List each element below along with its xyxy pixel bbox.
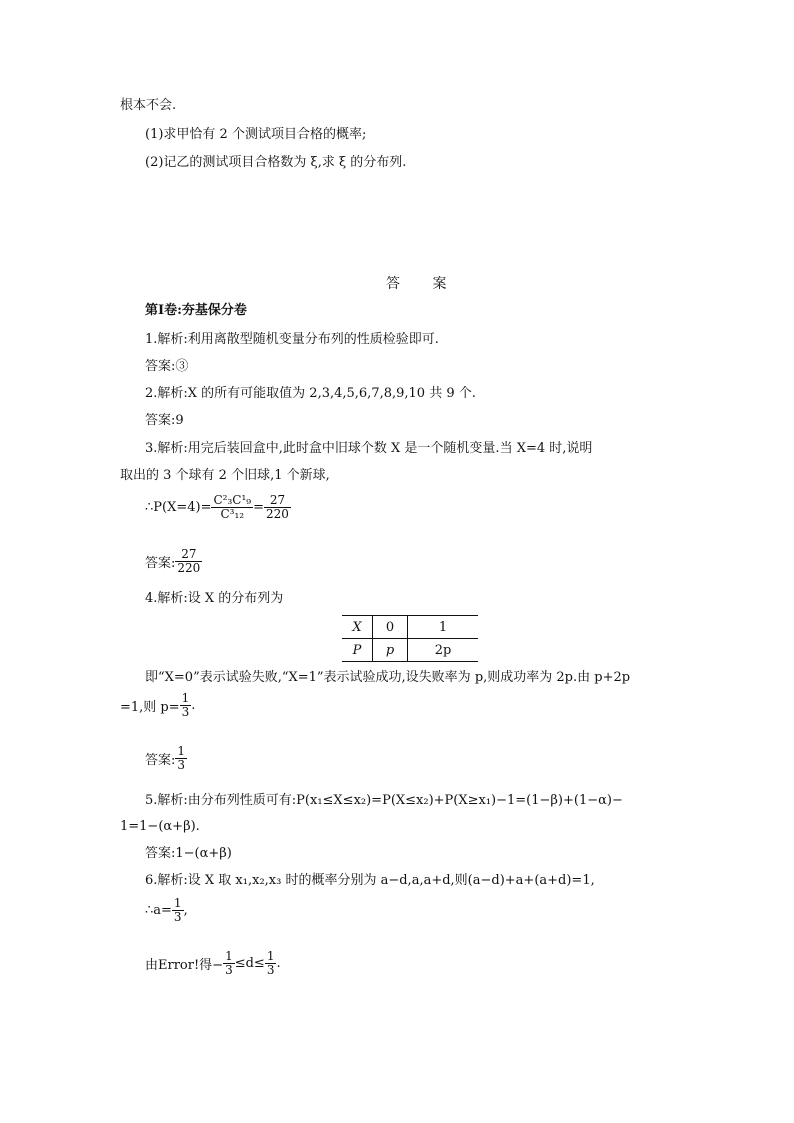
answer-3-result-fraction <box>175 548 202 575</box>
answer-3-probability <box>145 494 291 521</box>
fraction-denominator: 3 <box>266 963 275 977</box>
answer-2-analysis: 2.解析:X 的所有可能取值为 2,3,4,5,6,7,8,9,10 共 9 个. <box>145 386 476 401</box>
question-item-2: (2)记乙的测试项目合格数为 ξ,求 ξ 的分布列. <box>145 155 407 170</box>
answer-6-line3-middle: ≤d≤ <box>234 956 265 971</box>
fraction-numerator: 27 <box>175 548 202 562</box>
answer-1-analysis: 1.解析:利用离散型随机变量分布列的性质检验即可. <box>145 332 439 347</box>
table-cell: 0 <box>373 616 408 639</box>
answer-4-line3-prefix: =1,则 p= <box>120 700 180 715</box>
answer-4-analysis-line-3 <box>120 692 195 719</box>
answer-6-analysis-line-3 <box>145 950 281 977</box>
fraction-denominator: 3 <box>173 910 182 924</box>
fraction-numerator: C²₃C¹₉ <box>213 493 252 507</box>
fraction-numerator: 1 <box>177 744 186 758</box>
answer-3-fraction-result <box>264 494 291 521</box>
fraction-numerator: 1 <box>181 691 190 705</box>
distribution-table <box>342 615 478 662</box>
answer-3-analysis-line-2: 取出的 3 个球有 2 个旧球,1 个新球, <box>120 468 330 483</box>
answer-5-analysis-line-1: 5.解析:由分布列性质可有:P(x₁≤X≤x₂)=P(X≤x₂)+P(X≥x₁)−1=(1−β)+(1−α)− <box>145 793 623 808</box>
answer-1-result: 答案:③ <box>145 359 189 374</box>
fraction-numerator: 27 <box>264 494 291 508</box>
fraction-denominator: 3 <box>225 963 233 977</box>
table-row <box>342 639 478 662</box>
table-cell: P <box>342 639 373 662</box>
answer-4-analysis-line-1: 4.解析:设 X 的分布列为 <box>145 591 284 606</box>
answer-3-fraction-combination <box>211 494 253 521</box>
answer-6-line3-suffix: . <box>276 956 281 971</box>
answer-3-equals: = <box>253 500 264 515</box>
fraction-denominator: 3 <box>181 705 190 719</box>
answer-6-line3-prefix: 由Error!得− <box>145 958 224 973</box>
table-cell: 1 <box>408 616 479 639</box>
answer-4-line3-suffix: . <box>191 698 196 713</box>
answer-3-prob-prefix: ∴P(X=4)= <box>145 500 212 515</box>
answer-6-line3-fraction-2 <box>265 950 277 977</box>
fraction-numerator: 1 <box>266 949 275 963</box>
answer-5-analysis-line-2: 1=1−(α+β). <box>120 819 200 834</box>
table-cell: p <box>373 639 408 662</box>
question-item-1: (1)求甲恰有 2 个测试项目合格的概率; <box>145 127 367 142</box>
answer-5-result: 答案:1−(α+β) <box>145 846 232 861</box>
answer-4-result <box>145 745 187 772</box>
answer-6-line2-fraction <box>172 897 184 924</box>
fraction-denominator: 220 <box>177 561 201 575</box>
answer-4-result-fraction <box>175 745 187 772</box>
table-row <box>342 616 478 639</box>
fraction-denominator: 220 <box>266 507 289 521</box>
answer-3-analysis-line-1: 3.解析:用完后装回盒中,此时盒中旧球个数 X 是一个随机变量.当 X=4 时,说明 <box>145 441 593 456</box>
fraction-denominator: C³₁₂ <box>220 507 245 521</box>
answer-6-line2-prefix: ∴a= <box>145 903 172 918</box>
fraction-numerator: 1 <box>225 949 233 963</box>
fraction-numerator: 1 <box>173 896 182 910</box>
answer-6-analysis-line-1: 6.解析:设 X 取 x₁,x₂,x₃ 时的概率分别为 a−d,a,a+d,则(a−d)+a+(a+d)=1, <box>145 873 595 888</box>
table-cell: 2p <box>408 639 479 662</box>
answer-6-line3-fraction-1 <box>223 950 235 977</box>
answer-4-analysis-line-2: 即“X=0”表示试验失败,“X=1”表示试验成功,设失败率为 p,则成功率为 2p.由 p+2p <box>145 670 631 685</box>
fraction-denominator: 3 <box>177 758 186 772</box>
answer-heading: 答 案 <box>386 276 461 292</box>
answer-4-line3-fraction <box>180 692 192 719</box>
answer-3-result-prefix: 答案: <box>145 556 176 571</box>
table-cell: X <box>342 616 373 639</box>
answer-2-result: 答案:9 <box>145 413 184 428</box>
section-title: 第Ⅰ卷:夯基保分卷 <box>145 303 247 318</box>
answer-3-result <box>145 548 202 575</box>
question-line: 根本不会. <box>120 98 177 113</box>
answer-6-line2-suffix: , <box>183 903 188 918</box>
answer-4-result-prefix: 答案: <box>145 753 176 768</box>
answer-6-analysis-line-2 <box>145 897 188 924</box>
